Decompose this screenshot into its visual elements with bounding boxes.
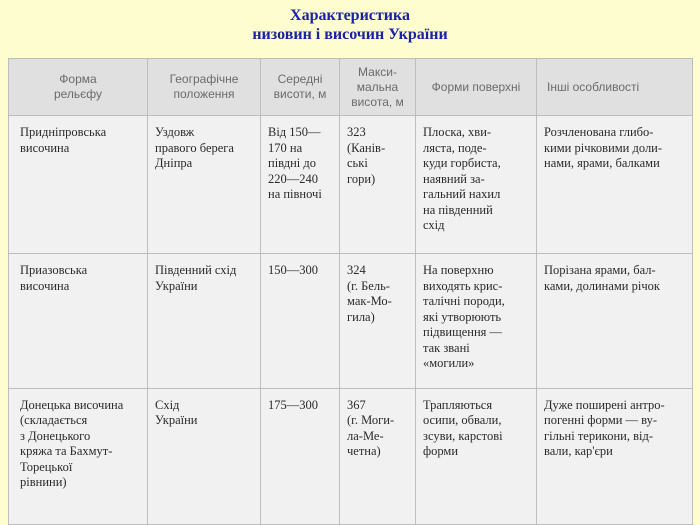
cell-surface-forms: На поверхню виходять крис- талічні породи, які утворюють підвищення — так звані «могили» [416,254,537,388]
cell-max-height: 367 (г. Моги- ла-Ме- четна) [340,388,416,524]
table-header-row [9,59,693,116]
cell-geographic-position: Схід України [148,388,261,524]
header-relief-form: Форма рельєфу [9,59,148,116]
slide-title [0,6,700,44]
header-geographic-position: Географічне положення [148,59,261,116]
title-line-2: низовин і височин України [252,26,448,43]
cell-relief-form: Приазовська височина [9,254,148,388]
header-max-height: Макси- мальна висота, м [340,59,416,116]
header-other-features: Інші особливості [537,59,693,116]
cell-max-height: 323 (Канів- ські гори) [340,116,416,254]
header-average-heights: Середні висоти, м [261,59,340,116]
relief-characteristics-table [8,58,693,525]
cell-average-heights: 150—300 [261,254,340,388]
cell-geographic-position: Уздовж правого берега Дніпра [148,116,261,254]
header-surface-forms: Форми поверхні [416,59,537,116]
textbook-page-scan [8,58,692,525]
cell-average-heights: 175—300 [261,388,340,524]
table-row [9,116,693,254]
cell-surface-forms: Плоска, хви- ляста, поде- куди горбиста, наявний за- гальний нахил на південний схід [416,116,537,254]
title-line-1: Характеристика [290,7,410,24]
cell-relief-form: Придніпровська височина [9,116,148,254]
cell-other-features: Дуже поширені антро- погенні форми — ву- гільні терикони, від- вали, кар'єри [537,388,693,524]
cell-average-heights: Від 150— 170 на півдні до 220—240 на півночі [261,116,340,254]
cell-other-features: Розчленована глибо- кими річковими доли- нами, ярами, балками [537,116,693,254]
table-row [9,254,693,388]
cell-relief-form: Донецька височина (складається з Донецького кряжа та Бахмут- Торецької рівнини) [9,388,148,524]
cell-geographic-position: Південний схід України [148,254,261,388]
table-row [9,388,693,524]
cell-surface-forms: Трапляються осипи, обвали, зсуви, карстові форми [416,388,537,524]
cell-other-features: Порізана ярами, бал- ками, долинами річок [537,254,693,388]
cell-max-height: 324 (г. Бель- мак-Мо- гила) [340,254,416,388]
